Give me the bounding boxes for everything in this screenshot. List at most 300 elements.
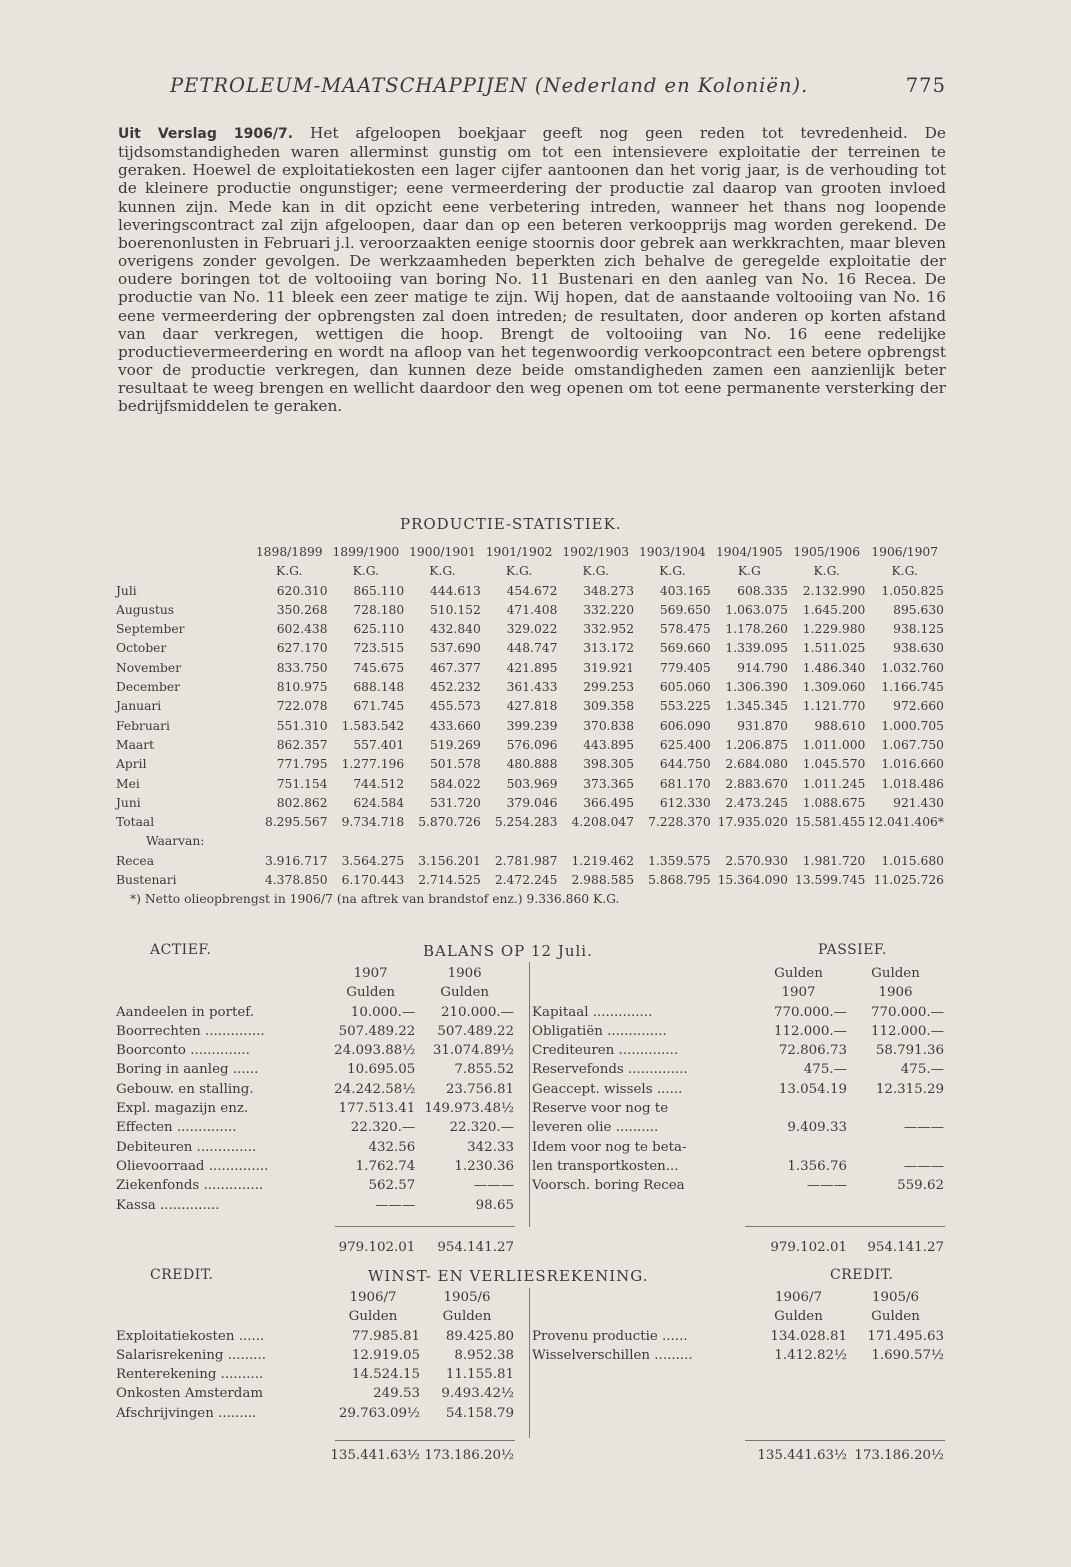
- liability-value: 559.62: [897, 1178, 944, 1194]
- header-spacer: [116, 983, 326, 1002]
- bustenari-row-value: 2.714.525: [418, 873, 481, 888]
- asset-row: [116, 1003, 514, 1022]
- year-header: 1902/1903: [562, 545, 630, 559]
- credit-header: Gulden: [774, 1309, 823, 1325]
- spacer: [532, 1196, 750, 1215]
- bustenari-row-value: 2.472.245: [494, 873, 558, 888]
- production-value: 771.795: [276, 757, 328, 772]
- header-spacer: [532, 964, 750, 983]
- debit-label: Afschrijvingen .........: [116, 1405, 257, 1421]
- liability-total: 979.102.01: [770, 1240, 847, 1256]
- production-value: 2.132.990: [802, 583, 866, 598]
- production-value: 373.365: [583, 776, 635, 791]
- debit-total-row: [116, 1442, 514, 1465]
- production-value: 379.046: [506, 795, 558, 810]
- production-value: 1.018.486: [881, 776, 944, 791]
- production-value: 2.473.245: [725, 795, 789, 810]
- month-label: December: [116, 680, 180, 695]
- asset-value: 23.756.81: [445, 1081, 514, 1097]
- asset-label: Gebouw. en stalling.: [116, 1081, 254, 1097]
- production-value: 644.750: [659, 757, 711, 772]
- asset-value: 10.695.05: [347, 1062, 416, 1078]
- production-value: 454.672: [506, 583, 558, 598]
- production-value: 531.720: [429, 795, 481, 810]
- liability-value: 9.409.33: [787, 1120, 847, 1136]
- production-value: 865.110: [353, 583, 405, 598]
- liability-value: 475.—: [900, 1062, 944, 1078]
- pnl-right-label: CREDIT.: [830, 1267, 894, 1283]
- debit-value: 54.158.79: [445, 1405, 514, 1421]
- debit-label: Exploitatiekosten ......: [116, 1328, 265, 1344]
- unit-header: K.G.: [659, 564, 686, 579]
- asset-value: 1.230.36: [454, 1158, 514, 1174]
- debit-header: 1905/6: [443, 1290, 491, 1305]
- production-value: 688.148: [353, 680, 405, 695]
- liability-total-row: [532, 1234, 944, 1257]
- total-row-value: 5.870.726: [418, 815, 481, 830]
- asset-label: Boorrechten ..............: [116, 1023, 265, 1039]
- credit-total: 135.441.63½: [757, 1448, 847, 1464]
- asset-value: 562.57: [368, 1178, 416, 1194]
- credit-row: [532, 1346, 944, 1365]
- pnl-debit-table: [116, 1288, 514, 1466]
- bustenari-row-value: 2.988.585: [571, 873, 635, 888]
- production-value: 988.610: [814, 718, 866, 733]
- asset-header: Gulden: [440, 985, 490, 1001]
- asset-value: 22.320.—: [449, 1120, 514, 1136]
- credit-row: [532, 1327, 944, 1346]
- asset-value: 177.513.41: [338, 1101, 416, 1117]
- liability-row: [532, 1060, 944, 1079]
- production-value: 810.975: [276, 680, 328, 695]
- liability-value: 475.—: [803, 1062, 847, 1078]
- pnl-divider: [529, 1288, 530, 1438]
- liability-label: Crediteuren ..............: [532, 1043, 679, 1059]
- production-value: 551.310: [276, 718, 328, 733]
- bustenari-row-value: 6.170.443: [341, 873, 405, 888]
- liability-header-row: [532, 964, 944, 983]
- unit-header: K.G.: [352, 564, 380, 579]
- unit-header: K.G.: [276, 564, 303, 579]
- production-value: 1.032.760: [881, 660, 944, 675]
- unit-header: K.G.: [813, 564, 840, 579]
- production-value: 510.152: [429, 602, 481, 617]
- production-value: 433.660: [429, 718, 481, 733]
- unit-header: K.G: [737, 564, 761, 579]
- pnl-left-label: CREDIT.: [150, 1267, 214, 1283]
- production-value: 444.613: [429, 583, 481, 598]
- month-row: [116, 755, 944, 774]
- credit-value: 134.028.81: [770, 1328, 847, 1344]
- total-row-value: 9.734.718: [341, 815, 405, 830]
- production-value: 602.438: [276, 622, 328, 637]
- total-row-value: 8.295.567: [264, 815, 328, 830]
- production-value: 1.206.875: [725, 737, 789, 752]
- recea-row-value: 2.781.987: [494, 853, 558, 868]
- recea-row-value: 1.015.680: [881, 853, 944, 868]
- spacer: [326, 1215, 415, 1234]
- total-row: [116, 813, 944, 832]
- report-body: Het afgeloopen boekjaar geeft nog geen reden tot tevredenheid. De tijdsomstandigheden waren allerminst gunstig om tot een intensievere exploitatie der terreinen te geraken. Hoewel de exploitatiekosten een lager cijfer aantoonen dan het vorig jaar, is de verhouding tot de kleinere productie ongunstiger; eene vermeerdering der productie zal daarop van grooten invloed kunnen zijn. Mede kan in dit opzicht eene verbetering intreden, wanneer het thans nog loopende leveringscontract zal zijn afgeloopen, daar dan op een beteren verkoopprijs mag worden gerekend. De boerenonlusten in Februari j.l. veroorzaakten eenige stoornis door gebrek aan werkkrachten, maar bleven overigens zonder gevolgen. De werkzaamheden beperkten zich behalve de geregelde exploitatie der oudere boringen tot de voltooiing van boring No. 11 Bustenari en den aanleg van No. 16 Recea. De productie van No. 11 bleek een zeer matige te zijn. Wij hopen, dat de aanstaande voltooiing van No. 16 eene vermeerdering der opbrengsten zal doen intreden; de resultaten, door anderen op korten afstand van daar verkregen, wettigen die hoop. Brengt de voltooiing van No. 16 eene redelijke productievermeerdering en wordt na afloop van het tegenwoordig verkoopcontract een betere opbrengst voor de productie verkregen, dan kunnen deze beide omstandigheden zamen een aanzienlijk beter resultaat te weeg brengen en wellicht daardoor den weg openen om tot eene permanente versterking der bedrijfsmiddelen te geraken.: [118, 124, 946, 416]
- credit-header: 1905/6: [871, 1290, 920, 1305]
- spacer: [326, 1423, 420, 1442]
- liability-value: 72.806.73: [778, 1043, 847, 1059]
- month-label: November: [116, 660, 182, 675]
- production-value: 1.309.060: [802, 680, 866, 695]
- header-title: PETROLEUM-MAATSCHAPPIJEN (Nederland en Koloniën).: [170, 74, 809, 97]
- asset-value: 22.320.—: [350, 1120, 416, 1136]
- liability-value: 770.000.—: [773, 1004, 847, 1020]
- month-label: Mei: [116, 776, 140, 791]
- asset-total: 979.102.01: [338, 1240, 416, 1256]
- total-row-label: Totaal: [116, 815, 155, 830]
- month-row: [116, 736, 944, 755]
- liability-value: 1.356.76: [787, 1158, 847, 1174]
- spacer: [750, 1384, 847, 1403]
- production-value: 569.650: [659, 602, 711, 617]
- asset-value: 1.762.74: [355, 1158, 416, 1174]
- production-value: 620.310: [276, 583, 328, 598]
- production-value: 329.022: [506, 622, 558, 637]
- spacer-row: [532, 1365, 944, 1384]
- balance-divider: [529, 962, 530, 1227]
- spacer: [750, 1423, 847, 1442]
- production-footnote: *) Netto olieopbrengst in 1906/7 (na aftrek van brandstof enz.) 9.336.860 K.G.: [130, 892, 620, 907]
- production-value: 467.377: [429, 660, 481, 675]
- production-value: 612.330: [659, 795, 711, 810]
- liability-value: 770.000.—: [870, 1004, 944, 1020]
- production-value: 1.229.980: [802, 622, 866, 637]
- header-spacer: [116, 543, 251, 562]
- bustenari-row-value: 5.868.795: [648, 873, 711, 888]
- header-spacer: [532, 1288, 750, 1307]
- spacer: [532, 1384, 750, 1403]
- liability-row: [532, 1176, 944, 1195]
- debit-row: [116, 1384, 514, 1403]
- production-value: 606.090: [659, 718, 711, 733]
- recea-row-label: Recea: [116, 853, 155, 868]
- production-value: 1.166.745: [881, 680, 944, 695]
- production-value: 432.840: [429, 622, 481, 637]
- production-value: 627.170: [276, 641, 328, 656]
- month-row: [116, 697, 944, 716]
- year-header: 1900/1901: [409, 545, 476, 559]
- asset-label: Aandeelen in portef.: [116, 1004, 255, 1020]
- production-value: 553.225: [659, 699, 711, 714]
- production-value: 744.512: [353, 776, 405, 791]
- spacer: [750, 1365, 847, 1384]
- production-value: 2.684.080: [725, 757, 789, 772]
- asset-label: Expl. magazijn enz.: [116, 1101, 249, 1117]
- production-value: 366.495: [583, 795, 635, 810]
- month-row: [116, 794, 944, 813]
- liability-row: [532, 1041, 944, 1060]
- balance-assets-table: [116, 964, 514, 1257]
- production-value: 938.125: [893, 622, 944, 637]
- debit-header: Gulden: [442, 1309, 492, 1325]
- production-value: 1.121.770: [802, 699, 866, 714]
- liability-value: 58.791.36: [875, 1043, 944, 1059]
- production-value: 443.895: [583, 737, 635, 752]
- liability-label: Reserve voor nog te: [532, 1101, 669, 1117]
- production-value: 427.818: [506, 699, 558, 714]
- production-value: 501.578: [429, 757, 481, 772]
- spacer: [847, 1404, 944, 1423]
- total-row-value: 17.935.020: [717, 815, 789, 830]
- debit-value: 29.763.09½: [338, 1405, 420, 1421]
- liability-value: ———: [903, 1158, 944, 1174]
- year-header: 1903/1904: [638, 545, 706, 559]
- production-value: 1.016.660: [881, 757, 944, 772]
- debit-value: 11.155.81: [445, 1367, 514, 1383]
- header-spacer: [532, 983, 750, 1002]
- bustenari-row-value: 11.025.726: [873, 873, 944, 888]
- bustenari-row-value: 15.364.090: [717, 873, 789, 888]
- asset-value: 7.855.52: [454, 1062, 514, 1078]
- debit-header-row: [116, 1307, 514, 1326]
- credit-value: 1.412.82½: [774, 1347, 847, 1363]
- production-value: 608.335: [737, 583, 789, 598]
- total-row-value: 12.041.406*: [867, 815, 944, 830]
- production-value: 1.011.245: [802, 776, 866, 791]
- production-value: 1.339.095: [725, 641, 789, 656]
- liability-row: [532, 1080, 944, 1099]
- asset-value: 24.242.58½: [334, 1081, 416, 1097]
- production-value: 1.178.260: [725, 622, 789, 637]
- asset-value: 10.000.—: [350, 1004, 416, 1020]
- asset-row: [116, 1060, 514, 1079]
- production-value: 921.430: [893, 795, 944, 810]
- total-spacer: [116, 1442, 326, 1465]
- debit-total: 135.441.63½: [330, 1448, 420, 1464]
- production-value: 569.660: [659, 641, 711, 656]
- liability-value: 13.054.19: [778, 1081, 847, 1097]
- unit-header: K.G.: [505, 564, 533, 579]
- production-value: 671.745: [353, 699, 405, 714]
- credit-header-row: [532, 1307, 944, 1326]
- liability-header: 1906: [878, 985, 913, 1001]
- production-value: 309.358: [583, 699, 635, 714]
- production-value: 972.660: [893, 699, 944, 714]
- production-value: 625.110: [353, 622, 405, 637]
- bustenari-row-value: 4.378.850: [264, 873, 328, 888]
- spacer: [415, 1215, 514, 1234]
- debit-value: 9.493.42½: [441, 1386, 514, 1402]
- production-value: 348.273: [583, 583, 635, 598]
- production-value: 557.401: [353, 737, 405, 752]
- production-value: 1.045.570: [802, 757, 866, 772]
- report-lead: Uit Verslag 1906/7.: [118, 126, 294, 142]
- debit-label: Salarisrekening .........: [116, 1347, 267, 1363]
- production-value: 421.895: [506, 660, 558, 675]
- debit-row: [116, 1365, 514, 1384]
- production-value: 332.952: [583, 622, 635, 637]
- waarvan-row: [116, 832, 944, 851]
- spacer-row: [532, 1196, 944, 1215]
- debit-row: [116, 1346, 514, 1365]
- asset-header: Gulden: [346, 985, 396, 1001]
- month-row: [116, 775, 944, 794]
- asset-label: Boorconto ..............: [116, 1043, 250, 1059]
- asset-value: 24.093.88½: [334, 1043, 416, 1059]
- production-value: 503.969: [506, 776, 558, 791]
- total-spacer: [116, 1234, 326, 1257]
- production-value: 313.172: [583, 641, 635, 656]
- production-value: 931.870: [737, 718, 789, 733]
- production-value: 1.000.705: [881, 718, 944, 733]
- spacer: [847, 1423, 944, 1442]
- debit-total: 173.186.20½: [424, 1448, 514, 1464]
- production-value: 833.750: [276, 660, 328, 675]
- recea-row-value: 3.916.717: [264, 853, 328, 868]
- spacer: [750, 1404, 847, 1423]
- total-row-value: 4.208.047: [571, 815, 635, 830]
- balance-title: BALANS OP 12 Juli.: [423, 942, 593, 960]
- asset-value: ———: [375, 1197, 416, 1213]
- spacer-row: [532, 1404, 944, 1423]
- recea-row-value: 3.156.201: [418, 853, 481, 868]
- production-value: 452.232: [429, 680, 481, 695]
- liability-label: len transportkosten...: [532, 1158, 679, 1174]
- asset-label: Debiteuren ..............: [116, 1139, 257, 1155]
- debit-header: 1906/7: [349, 1290, 397, 1305]
- credit-value: 1.690.57½: [871, 1347, 944, 1363]
- month-row: [116, 717, 944, 736]
- liability-row: [532, 1022, 944, 1041]
- total-row-value: 5.254.283: [494, 815, 558, 830]
- asset-label: Kassa ..............: [116, 1197, 220, 1213]
- report-paragraph: [118, 124, 946, 416]
- asset-row: [116, 1157, 514, 1176]
- production-value: 361.433: [506, 680, 558, 695]
- unit-header: K.G.: [429, 564, 456, 579]
- production-value: 605.060: [659, 680, 711, 695]
- footnote-row: [116, 890, 944, 909]
- asset-value: 98.65: [475, 1197, 514, 1213]
- spacer-row: [532, 1423, 944, 1442]
- production-value: 1.645.200: [802, 602, 866, 617]
- production-value: 802.862: [276, 795, 328, 810]
- liability-label: leveren olie ..........: [532, 1120, 659, 1136]
- spacer: [750, 1196, 847, 1215]
- production-value: 480.888: [506, 757, 558, 772]
- year-header: 1898/1899: [255, 545, 323, 559]
- asset-header-row: [116, 983, 514, 1002]
- recea-row-value: 3.564.275: [341, 853, 405, 868]
- asset-row: [116, 1041, 514, 1060]
- spacer: [116, 1423, 326, 1442]
- production-value: 350.268: [276, 602, 328, 617]
- production-value: 576.096: [506, 737, 558, 752]
- production-value: 370.838: [583, 718, 635, 733]
- year-header: 1905/1906: [793, 545, 861, 559]
- asset-row: [116, 1138, 514, 1157]
- liability-total: 954.141.27: [867, 1240, 944, 1256]
- production-value: 398.305: [583, 757, 635, 772]
- credit-value: 171.495.63: [867, 1328, 944, 1344]
- liability-label: Voorsch. boring Recea: [532, 1178, 685, 1194]
- production-value: 722.078: [276, 699, 328, 714]
- spacer: [750, 1215, 847, 1234]
- month-row: [116, 620, 944, 639]
- liability-value: 112.000.—: [773, 1023, 847, 1039]
- spacer: [847, 1196, 944, 1215]
- asset-label: Boring in aanleg ......: [116, 1062, 259, 1078]
- debit-label: Onkosten Amsterdam: [116, 1386, 264, 1402]
- unit-header: K.G.: [891, 564, 918, 579]
- production-value: 1.511.025: [802, 641, 866, 656]
- liability-label: Kapitaal ..............: [532, 1004, 653, 1020]
- production-value: 319.921: [583, 660, 635, 675]
- production-value: 1.583.542: [341, 718, 405, 733]
- production-value: 1.050.825: [881, 583, 944, 598]
- credit-label: Provenu productie ......: [532, 1328, 688, 1344]
- balance-liabilities-table: [532, 964, 944, 1257]
- running-header: [170, 74, 946, 97]
- liability-label: Reservefonds ..............: [532, 1062, 688, 1078]
- debit-row: [116, 1404, 514, 1423]
- year-header: 1899/1900: [332, 545, 400, 559]
- month-label: Februari: [116, 718, 170, 733]
- pnl-credit-table: [532, 1288, 944, 1466]
- liability-label: Obligatiën ..............: [532, 1023, 667, 1039]
- asset-header-row: [116, 964, 514, 983]
- waarvan-label: Waarvan:: [146, 834, 205, 849]
- recea-row: [116, 852, 944, 871]
- asset-row: [116, 1022, 514, 1041]
- liability-row: [532, 1157, 944, 1176]
- credit-label: Wisselverschillen .........: [532, 1347, 693, 1363]
- total-spacer: [532, 1442, 750, 1465]
- production-value: 1.277.196: [341, 757, 405, 772]
- month-row: [116, 601, 944, 620]
- asset-row: [116, 1099, 514, 1118]
- production-value: 1.063.075: [725, 602, 789, 617]
- year-header-row: [116, 543, 944, 562]
- liability-label: Geaccept. wissels ......: [532, 1081, 683, 1097]
- liability-label: Idem voor nog te beta-: [532, 1139, 687, 1155]
- bustenari-row-label: Bustenari: [116, 873, 177, 888]
- header-spacer: [116, 1307, 326, 1326]
- debit-row: [116, 1327, 514, 1346]
- spacer-row: [116, 1215, 514, 1234]
- asset-row: [116, 1118, 514, 1137]
- production-value: 1.011.000: [802, 737, 866, 752]
- liability-row: [532, 1099, 944, 1118]
- recea-row-value: 1.359.575: [648, 853, 711, 868]
- production-value: 2.883.670: [725, 776, 789, 791]
- asset-value: 342.33: [467, 1139, 514, 1155]
- liability-value: [750, 1138, 847, 1157]
- production-value: 624.584: [353, 795, 405, 810]
- total-row-value: 7.228.370: [648, 815, 711, 830]
- liability-value: ———: [806, 1178, 847, 1194]
- liability-header: Gulden: [774, 966, 823, 981]
- spacer: [420, 1423, 514, 1442]
- header-spacer: [116, 964, 326, 983]
- asset-label: Ziekenfonds ..............: [116, 1178, 264, 1194]
- total-row-value: 15.581.455: [794, 815, 866, 830]
- recea-row-value: 2.570.930: [725, 853, 789, 868]
- header-spacer: [532, 1307, 750, 1326]
- liability-value: [750, 1099, 847, 1118]
- debit-value: 12.919.05: [351, 1347, 420, 1363]
- credit-header-row: [532, 1288, 944, 1307]
- month-label: September: [116, 622, 185, 637]
- liability-value: [847, 1099, 944, 1118]
- spacer: [847, 1365, 944, 1384]
- liability-value: ———: [903, 1120, 944, 1136]
